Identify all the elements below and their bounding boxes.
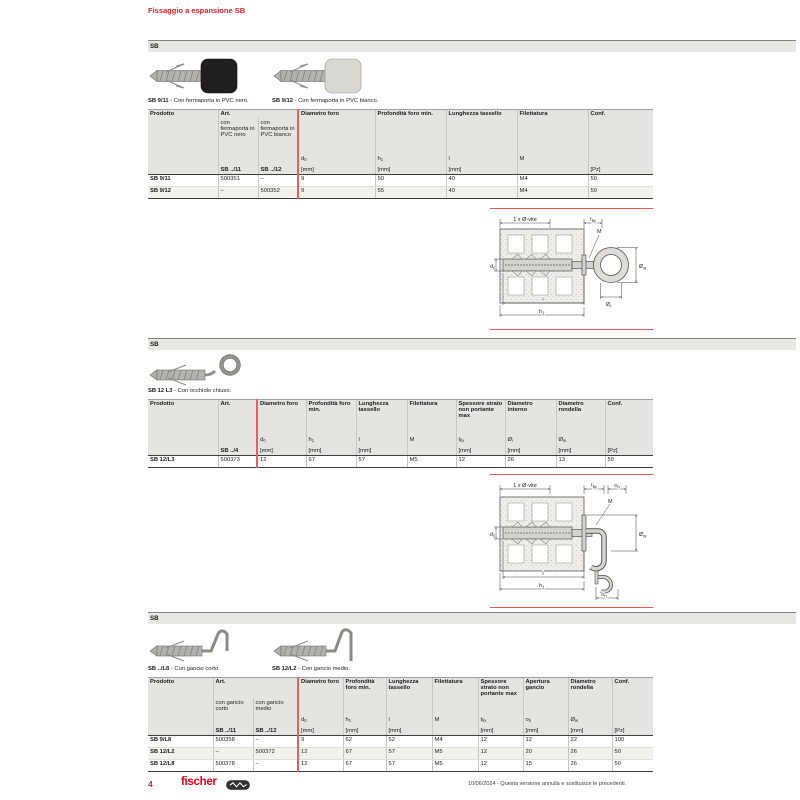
cell: – <box>258 175 298 187</box>
product-caption <box>148 98 249 104</box>
product-photo-sb-12-l3 <box>148 353 248 387</box>
cell: 26 <box>505 456 556 468</box>
symbol-cell <box>306 420 356 456</box>
art-code: SB ../12 <box>260 167 282 173</box>
symbol-cell <box>407 420 456 456</box>
unit: [mm] <box>448 167 462 173</box>
plug-body <box>150 64 202 88</box>
symbol: $h_1$ <box>345 717 352 723</box>
symbol: $d_0$ <box>260 437 266 443</box>
product-photo-sb-l8 <box>148 627 240 665</box>
art-code: SB ../11 <box>215 728 237 734</box>
symbol: $Ø_i$ <box>507 437 513 443</box>
col-header: Profondità foro min. <box>343 678 386 699</box>
art-desc: con gancio corto <box>215 700 244 712</box>
product-photo-sb-9-11 <box>148 55 240 97</box>
unit: [mm] <box>388 728 402 734</box>
cell: 57 <box>386 760 432 772</box>
col-header: Art. <box>218 400 257 421</box>
product-name: SB 9/L8 <box>148 736 213 748</box>
cell: 100 <box>612 736 653 748</box>
label-inner-diameter: $Ø_i$ <box>606 302 612 309</box>
cell: 13 <box>556 456 605 468</box>
spec-table-sb-gancio <box>148 677 653 772</box>
symbol: $h_1$ <box>377 156 384 162</box>
product-name: SB 12/L8 <box>148 760 213 772</box>
col-header: Apertura gancio <box>523 678 568 699</box>
product-name: SB 12/L2 <box>148 748 213 760</box>
symbol-cell <box>505 420 556 456</box>
col-header: Filettatura <box>407 400 456 421</box>
header-row <box>148 110 653 119</box>
subheader-row <box>148 420 653 456</box>
symbol-cell <box>432 698 478 736</box>
header-row <box>148 400 653 421</box>
table-row <box>148 456 653 468</box>
cell: 500373 <box>218 456 257 468</box>
short-hook <box>202 631 227 651</box>
product-caption <box>148 666 220 672</box>
symbol-cell <box>517 118 588 175</box>
medium-hook <box>326 630 351 661</box>
symbol-cell <box>556 420 605 456</box>
product-caption <box>272 666 350 672</box>
cell: M4 <box>517 175 588 187</box>
footer-note: 10/06/2024 - Questa versione annulla e sostituisce le precedenti. <box>468 781 627 787</box>
page-number: 4 <box>148 779 153 789</box>
cell: – <box>218 187 258 199</box>
col-header: Conf. <box>612 678 653 699</box>
doorstop-cap-white <box>325 59 361 93</box>
art-subcol <box>218 420 257 456</box>
symbol: $Ø_w$ <box>558 437 567 443</box>
col-header: Art. <box>218 110 298 119</box>
cell: 12 <box>257 456 306 468</box>
product-desc: - Con fermaporta in PVC bianco. <box>294 98 379 104</box>
cell: 500358 <box>213 736 253 748</box>
cell: 40 <box>446 187 517 199</box>
col-header: Profondità foro min. <box>306 400 356 421</box>
product-name: SB 9/12 <box>148 187 218 199</box>
captions-1 <box>148 98 796 107</box>
product-images-2 <box>148 353 796 387</box>
product-images-1 <box>148 55 796 97</box>
cell: – <box>253 736 298 748</box>
captions-2 <box>148 388 796 397</box>
cell <box>148 698 213 736</box>
cell: M5 <box>407 456 456 468</box>
plug-body <box>274 64 326 88</box>
col-header: Diametro interno <box>505 400 556 421</box>
col-header: Diametro rondella <box>568 678 612 699</box>
symbol: $o_h$ <box>525 717 532 723</box>
cell: 40 <box>446 175 517 187</box>
cell: 12 <box>456 456 505 468</box>
fischer-plug-icon <box>226 780 250 790</box>
spec-table-sb-fermaporta <box>148 109 653 199</box>
col-header: Prodotto <box>148 400 218 421</box>
cell: 62 <box>343 736 386 748</box>
art-subcol <box>213 698 253 736</box>
section-bar-sb-2: SB <box>148 338 796 350</box>
product-name: SB 9/11 <box>148 175 218 187</box>
label-outer-diameter: $Ø_w$ <box>639 264 647 271</box>
col-header: Filettatura <box>432 678 478 699</box>
product-desc: - Con occhiolo chiuso. <box>174 388 232 394</box>
section-bar-sb-3: SB <box>148 612 796 624</box>
cell: 12 <box>298 748 343 760</box>
cell: 500352 <box>258 187 298 199</box>
spec-table-sb-occhiolo <box>148 399 653 468</box>
symbol-cell <box>588 118 653 175</box>
unit: [mm] <box>377 167 391 173</box>
symbol-cell <box>386 698 432 736</box>
art-subcol <box>253 698 298 736</box>
cell: 26 <box>568 760 612 772</box>
label-length: l <box>542 571 544 577</box>
cell: 12 <box>478 736 523 748</box>
art-desc: con gancio medio <box>255 700 284 712</box>
col-header: Diametro foro <box>298 110 375 119</box>
cell: 67 <box>343 748 386 760</box>
unit: [mm] <box>558 448 572 454</box>
page-title: Fissaggio a espansione SB <box>148 6 246 15</box>
label-washer-diameter: $Ø_w$ <box>639 532 647 539</box>
installation-diagram-eyebolt <box>490 208 653 330</box>
col-header: Conf. <box>588 110 653 119</box>
symbol: l <box>388 717 390 723</box>
cell: 12 <box>523 736 568 748</box>
cell: 55 <box>375 187 446 199</box>
label-screw-diameter: 1 x Ø-vite <box>513 217 537 223</box>
symbol: l <box>448 156 450 162</box>
doorstop-cap-black <box>201 59 237 93</box>
product-photo-sb-9-12 <box>272 55 364 97</box>
unit: [mm] <box>525 728 539 734</box>
symbol: M <box>409 437 415 443</box>
symbol-cell <box>605 420 653 456</box>
page-footer <box>148 776 796 794</box>
symbol-cell <box>478 698 523 736</box>
label-hook-opening-top: $o_h$ <box>614 483 620 490</box>
page-content <box>148 0 796 772</box>
cell: 9 <box>298 187 375 199</box>
col-header: Spessore strato non portante max <box>478 678 523 699</box>
symbol-cell <box>375 118 446 175</box>
cell: 12 <box>478 760 523 772</box>
product-desc: - Con fermaporta in PVC nero. <box>170 98 249 104</box>
symbol: $Ø_w$ <box>570 717 579 723</box>
product-code: SB ../L8 <box>148 666 170 672</box>
col-header: Lunghezza tassello <box>446 110 517 119</box>
cell: 50 <box>588 175 653 187</box>
col-header: Prodotto <box>148 110 218 119</box>
col-header: Spessore strato non portante max <box>456 400 505 421</box>
symbol-cell <box>298 698 343 736</box>
product-desc: - Con gancio medio. <box>298 666 351 672</box>
subheader-row <box>148 118 653 175</box>
label-tfix: $t_{fix}$ <box>590 217 596 224</box>
cell <box>148 420 218 456</box>
art-desc: con fermaporta in PVC nero <box>220 120 255 138</box>
cell: M4 <box>432 736 478 748</box>
symbol-cell <box>356 420 407 456</box>
symbol-cell <box>298 118 375 175</box>
label-hole-depth: $h_1$ <box>539 309 545 316</box>
art-desc: con fermaporta in PVC bianco <box>260 120 295 138</box>
symbol: $h_1$ <box>308 437 315 443</box>
cell: 50 <box>605 456 653 468</box>
label-length: l <box>542 297 544 303</box>
art-subcol <box>218 118 258 175</box>
art-code: SB ../12 <box>255 728 277 734</box>
col-header: Lunghezza tassello <box>356 400 407 421</box>
symbol: $t_{fix}$ <box>480 717 487 723</box>
art-code: SB ../4 <box>220 448 239 454</box>
label-tfix: $t_{fix}$ <box>591 483 597 490</box>
symbol: l <box>358 437 360 443</box>
cell: 500372 <box>253 748 298 760</box>
product-caption <box>272 98 378 104</box>
cell: 20 <box>523 748 568 760</box>
label-drill-diameter: $d_0$ <box>490 264 496 271</box>
product-code: SB 12/L2 <box>272 666 297 672</box>
unit: [mm] <box>570 728 584 734</box>
product-code: SB 9/12 <box>272 98 293 104</box>
product-images-3 <box>148 627 796 665</box>
cell: 67 <box>343 760 386 772</box>
cell: 12 <box>298 760 343 772</box>
col-header: Conf. <box>605 400 653 421</box>
symbol-cell <box>568 698 612 736</box>
label-thread: M <box>608 499 613 505</box>
cell: 500351 <box>218 175 258 187</box>
cell: – <box>253 760 298 772</box>
cell: 67 <box>306 456 356 468</box>
plug-body <box>150 641 202 661</box>
cell: 9 <box>298 736 343 748</box>
label-hole-depth: $h_1$ <box>539 583 545 590</box>
product-code: SB 12 L3 <box>148 388 173 394</box>
symbol-cell <box>456 420 505 456</box>
cell: M5 <box>432 760 478 772</box>
cell: 500378 <box>213 760 253 772</box>
cell: 50 <box>588 187 653 199</box>
cell: 57 <box>356 456 407 468</box>
col-header: Art. <box>213 678 298 699</box>
cell: 50 <box>612 760 653 772</box>
table-row <box>148 760 653 772</box>
plug-body <box>150 365 205 385</box>
cell: 50 <box>375 175 446 187</box>
table-row <box>148 175 653 187</box>
cell: 9 <box>298 175 375 187</box>
symbol-cell <box>523 698 568 736</box>
unit: [mm] <box>260 448 273 454</box>
art-code: SB ../11 <box>220 167 242 173</box>
symbol-cell <box>612 698 653 736</box>
symbol: $t_{fix}$ <box>458 437 465 443</box>
installation-diagram-hook <box>490 474 653 608</box>
fischer-logo: fischer <box>181 776 217 788</box>
unit: [Pz] <box>590 167 601 173</box>
captions-3 <box>148 666 796 675</box>
symbol: M <box>434 717 440 723</box>
cell <box>148 118 218 175</box>
product-code: SB 9/11 <box>148 98 169 104</box>
art-subcol <box>258 118 298 175</box>
header-row <box>148 678 653 699</box>
label-hook-opening-bottom: $o_h$ <box>601 592 607 599</box>
section-bar-sb-1: SB <box>148 40 796 52</box>
cell: M5 <box>432 748 478 760</box>
label-drill-diameter: $d_0$ <box>490 532 496 539</box>
table-row <box>148 736 653 748</box>
col-header: Profondità foro min. <box>375 110 446 119</box>
col-header: Diametro rondella <box>556 400 605 421</box>
subheader-row <box>148 698 653 736</box>
table-row <box>148 187 653 199</box>
cell: 50 <box>612 748 653 760</box>
col-header: Prodotto <box>148 678 213 699</box>
plug-body <box>274 641 326 661</box>
unit: [mm] <box>507 448 521 454</box>
symbol-cell <box>343 698 386 736</box>
unit: [mm] <box>480 728 494 734</box>
symbol: $d_0$ <box>301 717 307 723</box>
symbol-cell <box>257 420 306 456</box>
closed-eyelet <box>205 353 243 378</box>
col-header: Filettatura <box>517 110 588 119</box>
col-header: Diametro foro <box>298 678 343 699</box>
unit: [mm] <box>308 448 322 454</box>
unit: [mm] <box>458 448 472 454</box>
product-photo-sb-12-l2 <box>272 627 364 665</box>
product-caption <box>148 388 231 394</box>
cell: 57 <box>386 748 432 760</box>
col-header: Diametro foro <box>257 400 306 421</box>
unit: [mm] <box>301 167 314 173</box>
col-header: Lunghezza tassello <box>386 678 432 699</box>
product-name: SB 12/L3 <box>148 456 218 468</box>
unit: [mm] <box>301 728 314 734</box>
label-thread: M <box>597 229 602 235</box>
cell: – <box>213 748 253 760</box>
symbol-cell <box>446 118 517 175</box>
unit: [Pz] <box>614 728 625 734</box>
cell: 52 <box>386 736 432 748</box>
label-screw-diameter: 1 x Ø-vite <box>513 483 537 489</box>
unit: [mm] <box>345 728 359 734</box>
cell: 15 <box>523 760 568 772</box>
cell: 22 <box>568 736 612 748</box>
unit: [Pz] <box>607 448 618 454</box>
cell: 26 <box>568 748 612 760</box>
product-desc: - Con gancio corto. <box>170 666 220 672</box>
symbol: M <box>519 156 525 162</box>
cell: 12 <box>478 748 523 760</box>
unit: [mm] <box>358 448 372 454</box>
table-row <box>148 748 653 760</box>
cell: M4 <box>517 187 588 199</box>
symbol: $d_0$ <box>301 156 307 162</box>
